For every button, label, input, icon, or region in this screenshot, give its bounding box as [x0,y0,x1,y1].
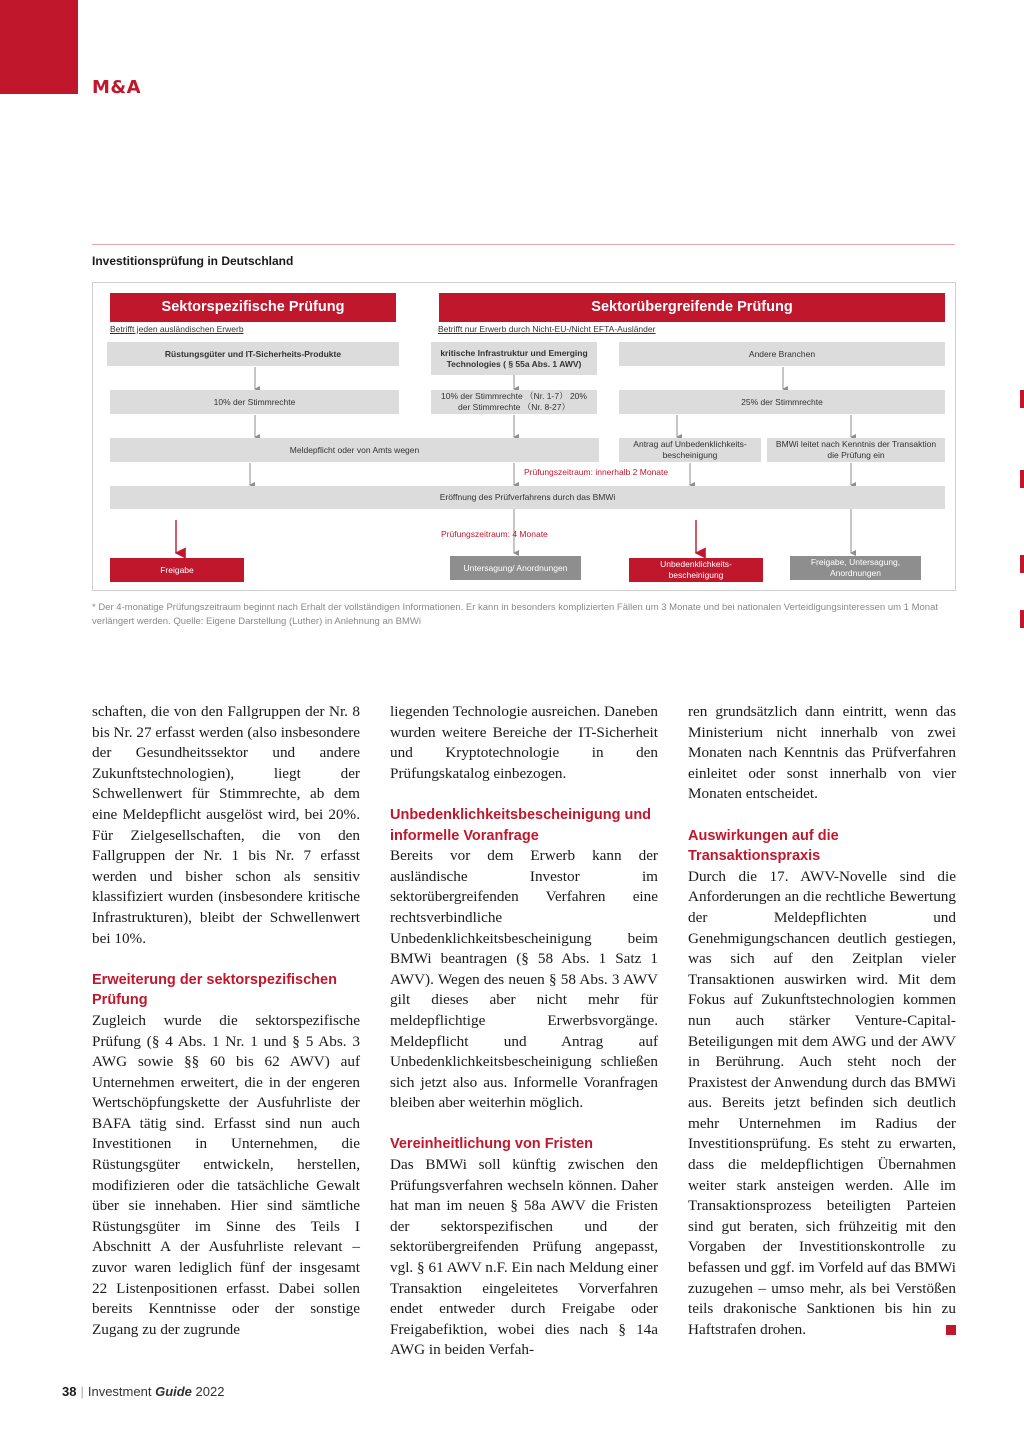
box-10-20pct: 10% der Stimmrechte （Nr. 1-7） 20% der Stimmrechte （Nr. 8-27） [431,390,597,414]
subheading: Unbedenklichkeitsbescheinigung und informelle Voranfrage [390,806,652,844]
box-kritisch: kritische Infrastruktur und Emerging Technologies ( § 55a Abs. 1 AWV) [431,342,597,375]
paragraph [688,867,956,1341]
text-column-1 [92,702,360,1340]
edge-marker [1020,610,1024,628]
paragraph: Bereits vor dem Erwerb kann der ausländische Investor im sektorübergreifenden Verfahren eine rechtsverbindliche Unbedenklichkeitsbescheinigung beim BMWi beantragen (§ 58 Abs. 1 Satz 1 AWV). Wegen des neuen § 58 Abs. 3 AWV gilt dieses aber nicht mehr für meldepflichtige Erwerbsvorgänge. Meldepflicht und Antrag auf Unbedenklichkeitsbescheinigung schließen sich jetzt also aus. Informelle Voranfragen bleiben aber weiterhin möglich. [390,847,658,1112]
left-subheading: Betrifft jeden ausländischen Erwerb [110,324,244,334]
edge-marker [1020,555,1024,573]
paragraph: ren grundsätzlich dann eintritt, wenn das Ministerium nicht innerhalb von zwei Monaten nach Kenntnis das Prüfverfahren einleitet oder sonst innerhalb von vier Monaten entscheidet. [688,703,956,803]
right-heading: Sektorübergreifende Prüfung [439,293,945,322]
box-eroeffnung: Eröffnung des Prüfverfahrens durch das BMWi [110,486,945,509]
subheading: Erweiterung der sektorspezifischen Prüfung [92,971,337,1009]
text-column-3 [688,702,956,1340]
left-heading: Sektorspezifische Prüfung [110,293,396,322]
outcome-unbedenklich: Unbedenklichkeits-bescheinigung [629,558,763,582]
paragraph: Das BMWi soll künftig zwischen den Prüfungsverfahren wechseln können. Daher hat man im neuen § 58a AWV die Fristen der sektorspezifischen und der sektorübergreifenden Prüfung angepasst, vgl. § 61 AWV n.F. Ein nach Meldung einer Transaktion eingeleitetes Vorverfahren endet entweder durch Freigabe oder Freigabefiktion, wobei dies nach § 14a AWG in beiden Verfah- [390,1156,658,1359]
subheading: Auswirkungen auf die Transaktionspraxis [688,827,839,865]
period-2-months: Prüfungszeitraum: innerhalb 2 Monate [524,467,669,477]
figure-title: Investitionsprüfung in Deutschland [92,254,294,268]
period-4-months: Prüfungszeitraum: 4 Monate [441,529,548,539]
box-antrag: Antrag auf Unbedenklichkeits-bescheinigung [619,438,761,462]
box-meldepflicht: Meldepflicht oder von Amts wegen [110,438,599,462]
text-column-2 [390,702,658,1361]
box-bmwi-leitet: BMWi leitet nach Kenntnis der Transaktion die Prüfung ein [767,438,945,462]
outcome-untersagung: Untersagung/ Anordnungen [450,556,581,580]
edge-marker [1020,470,1024,488]
publication-year: 2022 [195,1384,225,1399]
box-25pct: 25% der Stimmrechte [619,390,945,414]
edge-marker [1020,390,1024,408]
figure-rule [92,244,955,245]
footer-separator: | [80,1384,84,1399]
outcome-kombi: Freigabe, Untersagung, Anordnungen [790,556,921,580]
box-10pct: 10% der Stimmrechte [110,390,399,414]
page-footer [62,1384,224,1399]
paragraph: liegenden Technologie ausreichen. Daneben wurden weitere Bereiche der IT-Sicherheit und Kryptotechnologie in den Prüfungskatalog einbezogen. [390,703,658,782]
end-of-article-mark [946,1325,956,1335]
box-ruestung: Rüstungsgüter und IT-Sicherheits-Produkte [107,342,399,366]
publication-guide: Guide [155,1384,192,1399]
right-subheading: Betrifft nur Erwerb durch Nicht-EU-/Nicht EFTA-Ausländer [438,324,656,334]
outcome-freigabe: Freigabe [110,558,244,582]
paragraph-text: Durch die 17. AWV-Novelle sind die Anforderungen an die rechtliche Bewertung der Meldepflichten und Genehmigungschancen deutlich gestiegen, was sich auf den Zeitplan vieler Transaktionen auswirken wird. Mit dem Fokus auf Zukunftstechnologien kommen nun auch stärker Venture-Capital-Beteiligungen mit dem AWG und der AWV in Berührung. Auch steht noch der Praxistest der Anwendung durch das BMWi aus. Bereits jetzt befinden sich deutlich mehr Unternehmen im Radius der Investitionsprüfung. Es steht zu erwarten, dass die meldepflichtigen Übernahmen weiter stark ansteigen werden. Alle im Transaktionsprozess beteiligten Parteien sind gut beraten, sich frühzeitig mit den Vorgaben der Investitionskontrolle zu befassen und ggf. im Vorfeld auf das BMWi zuzugehen – umso mehr, als bei Verstößen teils drakonische Sanktionen bis hin zu Haftstrafen drohen. [688,867,956,1338]
paragraph: schaften, die von den Fallgruppen der Nr. 8 bis Nr. 27 erfasst werden (also insbesondere der Gesundheitssektor und andere Zukunftstechnologien), liegt der Schwellenwert für Stimmrechte, ab dem eine Meldepflicht ausgelöst wird, bei 20%. Für Zielgesellschaften, die von den Fallgruppen der Nr. 1 bis Nr. 7 erfasst werden und bisher schon als sensitiv klassifiziert wurden (insbesondere kritische Infrastrukturen), bleibt der Schwellenwert bei 10%. [92,703,360,947]
figure-footnote: * Der 4-monatige Prüfungszeitraum beginnt nach Erhalt der vollständigen Informationen. Er kann in besonders komplizierten Fällen um 3 Monate und bei nationalen Verteidigungsinteressen um 1 Monat verlängert werden. Quelle: Eigene Darstellung (Luther) in Anlehnung an BMWi [92,602,938,627]
page-number: 38 [62,1384,77,1399]
corner-accent-block [0,0,78,94]
flow-diagram [92,282,956,591]
section-label: M&A [92,77,142,98]
subheading: Vereinheitlichung von Fristen [390,1136,594,1153]
publication-prefix: Investment [87,1384,152,1399]
box-andere: Andere Branchen [619,342,945,366]
paragraph: Zugleich wurde die sektorspezifische Prüfung (§ 4 Abs. 1 Nr. 1 und § 5 Abs. 3 AWG sowie §§ 60 bis 62 AWV) auf Unternehmen erweitert, die in der engeren Wertschöpfungskette der Ausfuhrliste der BAFA tätig sind. Erfasst sind nun auch Investitionen in Unternehmen, die Rüstungsgüter entwickeln, herstellen, modifizieren oder die tatsächliche Gewalt über sie innehaben. Hier sind sämtliche Rüstungsgüter im Sinne des Teils I Abschnitt A der Ausfuhrliste relevant – zuvor waren lediglich fünf der insgesamt 22 Listenpositionen erfasst. Dabei sollen bereits Kenntnisse oder der sonstige Zugang zu der zugrunde [92,1011,360,1338]
